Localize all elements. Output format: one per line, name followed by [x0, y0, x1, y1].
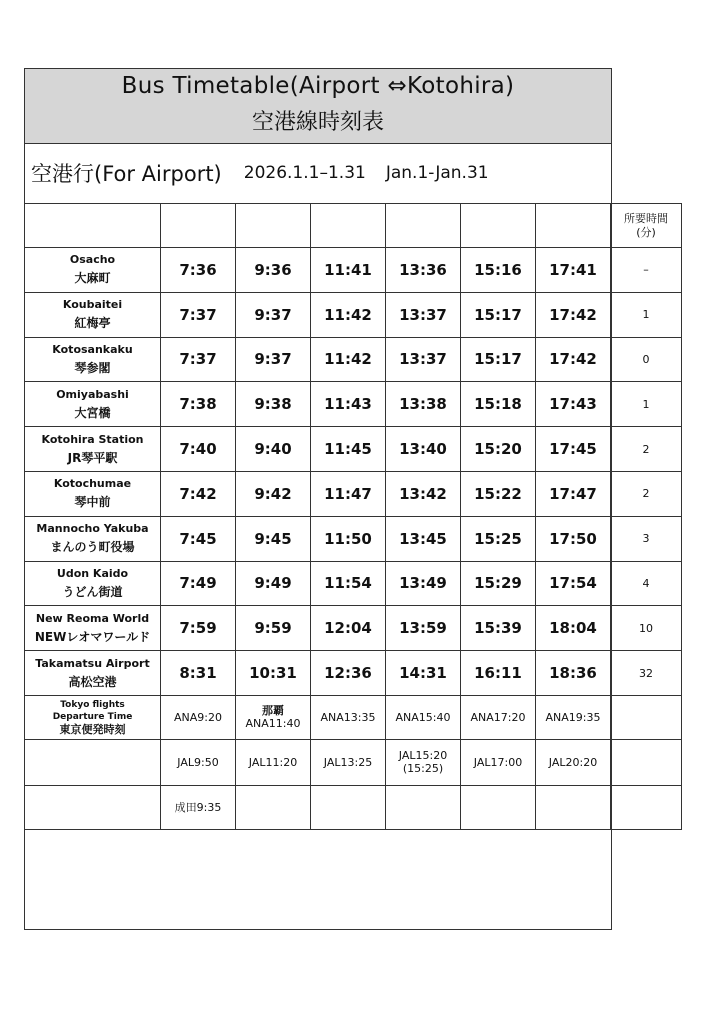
destination-label: 空港行(For Airport) [31, 162, 222, 186]
empty-cell [611, 695, 682, 739]
departure-time: 9:37 [236, 337, 311, 382]
departure-time: 9:59 [236, 606, 311, 651]
departure-time: 8:31 [161, 651, 236, 696]
stop-name-ja: 大宮橋 [74, 405, 111, 420]
departure-time: 13:45 [386, 516, 461, 561]
travel-minutes: – [611, 248, 682, 293]
departure-time: 15:25 [461, 516, 536, 561]
departure-time: 17:41 [536, 248, 611, 293]
empty-cell [611, 785, 682, 829]
departure-time: 12:04 [311, 606, 386, 651]
stop-name-en: Kotochumae [53, 477, 132, 491]
stop-name-ja: まんのう町役場 [50, 540, 135, 555]
stop-row [25, 292, 682, 337]
departure-time: 15:22 [461, 471, 536, 516]
flights-row [25, 695, 682, 739]
travel-minutes: 0 [611, 337, 682, 382]
departure-time: 13:38 [386, 382, 461, 427]
departure-time: 9:37 [236, 292, 311, 337]
departure-time: 15:20 [461, 427, 536, 472]
stop-name-cell [25, 382, 161, 427]
empty-cell [386, 785, 461, 829]
stop-name-ja: 紅梅亭 [74, 316, 111, 331]
travel-minutes: 4 [611, 561, 682, 606]
stop-name-en: Mannocho Yakuba [36, 522, 149, 536]
flight-cell: ANA13:35 [311, 695, 386, 739]
empty-cell [536, 785, 611, 829]
travel-minutes: 10 [611, 606, 682, 651]
departure-time: 13:59 [386, 606, 461, 651]
stop-name-cell [25, 471, 161, 516]
date-range-en: Jan.1-Jan.31 [385, 163, 489, 183]
stop-name-en: New Reoma World [35, 611, 150, 625]
departure-time: 15:17 [461, 337, 536, 382]
departure-time: 16:11 [461, 651, 536, 696]
title-ja: 空港線時刻表 [251, 110, 384, 135]
departure-time: 9:49 [236, 561, 311, 606]
departure-time: 17:43 [536, 382, 611, 427]
departure-time: 9:45 [236, 516, 311, 561]
flight-cell: JAL13:25 [311, 739, 386, 785]
empty-cell [236, 785, 311, 829]
departure-time: 17:45 [536, 427, 611, 472]
stop-name-cell [25, 651, 161, 696]
departure-time: 17:42 [536, 292, 611, 337]
travel-minutes: 2 [611, 471, 682, 516]
stop-name-cell [25, 427, 161, 472]
stop-name-cell [25, 337, 161, 382]
stop-name-en: Kotohira Station [41, 432, 144, 446]
stop-name-en: Osacho [69, 253, 116, 267]
departure-time: 11:54 [311, 561, 386, 606]
flight-cell: 那覇 ANA11:40 [236, 695, 311, 739]
departure-time: 11:41 [311, 248, 386, 293]
departure-time: 10:31 [236, 651, 311, 696]
stop-name-en: Udon Kaido [56, 566, 129, 580]
stop-name-ja: JR琴平駅 [67, 450, 118, 465]
stop-name-cell [25, 606, 161, 651]
stop-name-cell [25, 248, 161, 293]
stop-row [25, 427, 682, 472]
header-blank [161, 204, 236, 248]
departure-time: 11:42 [311, 337, 386, 382]
departure-time: 7:40 [161, 427, 236, 472]
departure-time: 13:42 [386, 471, 461, 516]
departure-time: 9:42 [236, 471, 311, 516]
stop-row [25, 471, 682, 516]
stop-name-ja: 琴参閣 [74, 360, 111, 375]
departure-time: 14:31 [386, 651, 461, 696]
title-en: Bus Timetable(Airport ⇔Kotohira) [121, 73, 515, 99]
empty-cell [461, 785, 536, 829]
title-block [24, 68, 612, 144]
departure-time: 7:42 [161, 471, 236, 516]
flight-cell: ANA17:20 [461, 695, 536, 739]
departure-time: 7:45 [161, 516, 236, 561]
departure-time: 13:37 [386, 337, 461, 382]
departure-time: 13:36 [386, 248, 461, 293]
empty-cell [311, 785, 386, 829]
header-row [25, 204, 682, 248]
flights-row [25, 785, 682, 829]
departure-time: 7:37 [161, 292, 236, 337]
header-blank [386, 204, 461, 248]
minutes-header-label: 所要時間 [624, 211, 668, 225]
flight-cell: JAL9:50 [161, 739, 236, 785]
departure-time: 13:37 [386, 292, 461, 337]
flights-row [25, 739, 682, 785]
departure-time: 15:39 [461, 606, 536, 651]
departure-time: 17:47 [536, 471, 611, 516]
stop-name-ja: 高松空港 [68, 674, 117, 689]
stop-name-ja: 大麻町 [74, 271, 111, 286]
stop-name-ja: うどん街道 [62, 584, 123, 599]
stop-row [25, 651, 682, 696]
flight-cell: JAL20:20 [536, 739, 611, 785]
departure-time: 13:49 [386, 561, 461, 606]
tokyo-flights-label: Tokyo flights Departure Time 東京便発時刻 [25, 695, 161, 739]
stop-name-cell [25, 292, 161, 337]
header-blank [311, 204, 386, 248]
departure-time: 9:36 [236, 248, 311, 293]
stop-name-cell [25, 561, 161, 606]
departure-time: 15:17 [461, 292, 536, 337]
flight-cell: JAL15:20 (15:25) [386, 739, 461, 785]
departure-time: 18:04 [536, 606, 611, 651]
stop-row [25, 248, 682, 293]
empty-cell [25, 739, 161, 785]
departure-time: 7:37 [161, 337, 236, 382]
departure-time: 17:54 [536, 561, 611, 606]
departure-time: 7:38 [161, 382, 236, 427]
stop-name-en: Omiyabashi [56, 387, 129, 401]
departure-time: 17:42 [536, 337, 611, 382]
departure-time: 9:40 [236, 427, 311, 472]
departure-time: 15:16 [461, 248, 536, 293]
flight-cell: ANA15:40 [386, 695, 461, 739]
departure-time: 7:49 [161, 561, 236, 606]
departure-time: 15:18 [461, 382, 536, 427]
travel-minutes: 32 [611, 651, 682, 696]
flight-cell: JAL17:00 [461, 739, 536, 785]
departure-time: 18:36 [536, 651, 611, 696]
departure-time: 11:47 [311, 471, 386, 516]
empty-cell [611, 739, 682, 785]
stop-name-ja: NEWレオマワールド [34, 629, 151, 644]
departure-time: 9:38 [236, 382, 311, 427]
travel-minutes: 1 [611, 292, 682, 337]
flight-cell: ANA19:35 [536, 695, 611, 739]
flight-cell: 成田9:35 [161, 785, 236, 829]
stop-name-en: Kotosankaku [52, 342, 133, 356]
header-blank [25, 204, 161, 248]
departure-time: 7:36 [161, 248, 236, 293]
timetable [24, 203, 682, 830]
stop-name-cell [25, 516, 161, 561]
flight-cell: ANA9:20 [161, 695, 236, 739]
stop-row [25, 516, 682, 561]
departure-time: 11:45 [311, 427, 386, 472]
header-blank [461, 204, 536, 248]
departure-time: 11:50 [311, 516, 386, 561]
departure-time: 17:50 [536, 516, 611, 561]
stop-row [25, 561, 682, 606]
departure-time: 15:29 [461, 561, 536, 606]
departure-time: 12:36 [311, 651, 386, 696]
header-blank [536, 204, 611, 248]
departure-time: 13:40 [386, 427, 461, 472]
stop-name-en: Takamatsu Airport [35, 656, 150, 670]
date-range: 2026.1.1–1.31 [243, 163, 366, 183]
flight-cell: JAL11:20 [236, 739, 311, 785]
minutes-header-unit: (分) [636, 225, 656, 239]
empty-cell [25, 785, 161, 829]
stop-name-en: Koubaitei [62, 298, 123, 312]
travel-minutes: 2 [611, 427, 682, 472]
travel-minutes: 3 [611, 516, 682, 561]
header-blank [236, 204, 311, 248]
stop-row [25, 382, 682, 427]
departure-time: 7:59 [161, 606, 236, 651]
departure-time: 11:42 [311, 292, 386, 337]
travel-minutes: 1 [611, 382, 682, 427]
departure-time: 11:43 [311, 382, 386, 427]
stop-row [25, 337, 682, 382]
subtitle-row [24, 143, 612, 204]
stop-name-ja: 琴中前 [74, 495, 111, 510]
stop-row [25, 606, 682, 651]
minutes-header [611, 204, 682, 248]
